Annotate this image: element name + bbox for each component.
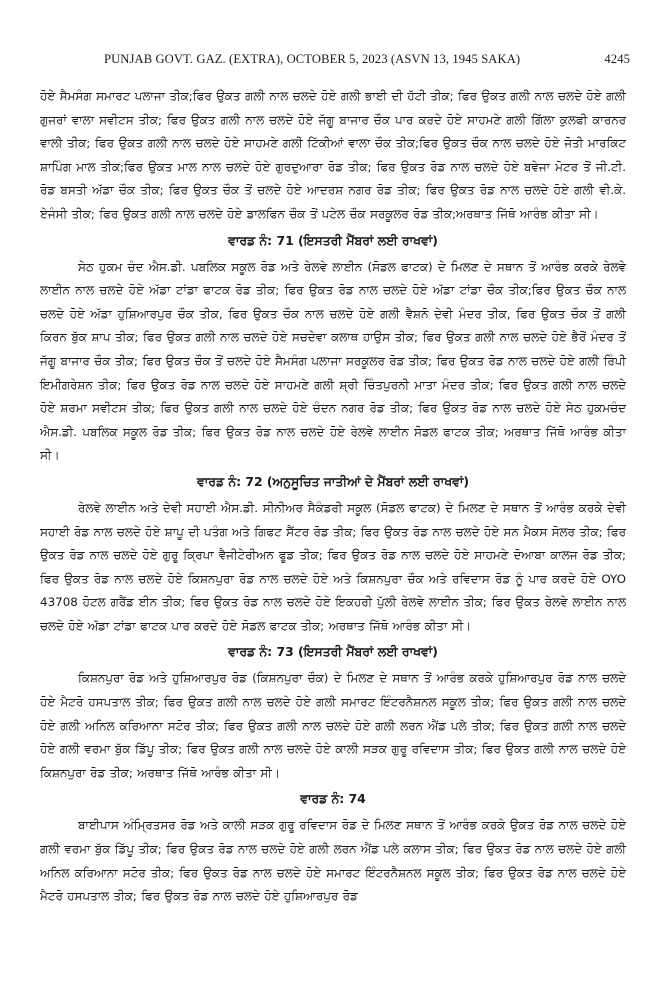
ward-71-boundary-text: ਸੇਠ ਹੁਕਮ ਚੰਦ ਐਸ.ਡੀ. ਪਬਲਿਕ ਸਕੂਲ ਰੋਡ ਅਤੇ ਰੇਲਵੇ ਲਾਈਨ (ਸੋਡਲ ਫਾਟਕ) ਦੇ ਮਿਲਣ ਦੇ ਸਥਾਨ ਤੋਂ ਆਰੰਭ ਕਰਕੇ ਰੇਲਵੇ ਲਾਈਨ ਨਾਲ ਚਲਦੇ ਹੋਏ ਅੱਡਾ ਟਾਂਡਾ ਫਾਟਕ ਰੋਡ ਤੀਕ; ਫਿਰ ਉਕਤ ਰੋਡ ਨਾਲ ਚਲਦੇ ਹੋਏ ਅੱਡਾ ਟਾਂਡਾ ਚੌਕ ਤੀਕ;ਫਿਰ ਉਕਤ ਚੌਕ ਨਾਲ ਚਲਦੇ ਹੋਏ ਅੱਡਾ ਹੁਸ਼ਿਆਰਪੁਰ ਚੌਕ ਤੀਕ, ਫਿਰ ਉਕਤ ਚੌਕ ਨਾਲ ਚਲਦੇ ਹੋਏ ਗਲੀ ਵੈਸ਼ਨੋ ਦੇਵੀ ਮੰਦਰ ਤੀਕ, ਫਿਰ ਉਕਤ ਚੌਕ ਤੋਂ ਗਲੀ ਕਿਰਨ ਬੁੱਕ ਸ਼ਾਪ ਤੀਕ; ਫਿਰ ਉਕਤ ਗਲੀ ਨਾਲ ਚਲਦੇ ਹੋਏ ਸਚਦੇਵਾ ਕਲਾਥ ਹਾਉਸ ਤੀਕ; ਫਿਰ ਉਕਤ ਗਲੀ ਨਾਲ ਚਲਦੇ ਹੋਏ ਭੈਰੋਂ ਮੰਦਰ ਤੋਂ ਜੱਗੂ ਬਾਜਾਰ ਚੌਕ ਤੀਕ; ਫਿਰ ਉਕਤ ਚੌਕ ਤੋਂ ਚਲਦੇ ਹੋਏ ਸੈਮਸੰਗ ਪਲਾਜਾ ਸਰਕੂਲਰ ਰੋਡ ਤੀਕ; ਫਿਰ ਉਕਤ ਰੋਡ ਨਾਲ ਚਲਦੇ ਹੋਏ ਗਲੀ ਰਿੰਪੀ ਇਮੀਗਰੇਸ਼ਨ ਤੀਕ; ਫਿਰ ਉਕਤ ਰੋਡ ਨਾਲ ਚਲਦੇ ਹੋਏ ਸਾਹਮਣੇ ਗਲੀ ਸ਼੍ਰੀ ਚਿੰਤਪੁਰਨੀ ਮਾਤਾ ਮੰਦਰ ਤੀਕ; ਫਿਰ ਉਕਤ ਗਲੀ ਨਾਲ ਚਲਦੇ ਹੋਏ ਸ਼ਰਮਾ ਸਵੀਟਸ ਤੀਕ; ਫਿਰ ਉਕਤ ਗਲੀ ਨਾਲ ਚਲਦੇ ਹੋਏ ਚੰਦਨ ਨਗਰ ਰੋਡ ਤੀਕ; ਫਿਰ ਉਕਤ ਰੋਡ ਨਾਲ ਚਲਦੇ ਹੋਏ ਸੇਠ ਹੁਕਮਚੰਦ ਐਸ.ਡੀ. ਪਬਲਿਕ ਸਕੂਲ ਰੋਡ ਤੀਕ; ਫਿਰ ਉਕਤ ਰੋਡ ਨਾਲ ਚਲਦੇ ਹੋਏ ਰੇਲਵੇ ਲਾਈਨ ਸੋਡਲ ਫਾਟਕ ਤੀਕ; ਅਰਥਾਤ ਜਿੱਥੋ ਆਰੰਭ ਕੀਤਾ ਸੀ। [40, 259, 626, 463]
ward-71-heading: ਵਾਰਡ ਨੰ: 71 (ਇਸਤਰੀ ਮੈਂਬਰਾਂ ਲਈ ਰਾਖਵਾਂ) [228, 232, 438, 248]
ward-73-heading: ਵਾਰਡ ਨੰ: 73 (ਇਸਤਰੀ ਮੈਂਬਰਾਂ ਲਈ ਰਾਖਵਾਂ) [228, 644, 438, 660]
ward-72-heading: ਵਾਰਡ ਨੰ: 72 (ਅਨੁਸੂਚਿਤ ਜਾਤੀਆਂ ਦੇ ਮੈਂਬਰਾਂ ਲਈ ਰਾਖਵਾਂ) [196, 473, 470, 489]
page-number: 4245 [604, 52, 630, 66]
document-body [40, 85, 626, 909]
ward-74-heading: ਵਾਰਡ ਨੰ: 74 [300, 791, 366, 807]
ward-72-boundary-text: ਰੇਲਵੇ ਲਾਈਨ ਅਤੇ ਦੇਵੀ ਸਹਾਈ ਐਸ.ਡੀ. ਸੀਨੀਅਰ ਸੈਕੰਡਰੀ ਸਕੂਲ (ਸੋਡਲ ਫਾਟਕ) ਦੇ ਮਿਲਣ ਦੇ ਸਥਾਨ ਤੋਂ ਆਰੰਭ ਕਰਕੇ ਦੇਵੀ ਸਹਾਈ ਰੋਡ ਨਾਲ ਚਲਦੇ ਹੋਏ ਸ਼ਾਪੂ ਦੀ ਪਤੰਗ ਅਤੇ ਗਿਫਟ ਸੈਂਟਰ ਰੋਡ ਤੀਕ; ਫਿਰ ਉਕਤ ਰੋਡ ਨਾਲ ਚਲਦੇ ਹੋਏ ਸਨ ਮੈਕਸ ਸੋਲਰ ਤੀਕ; ਫਿਰ ਉਕਤ ਰੋਡ ਨਾਲ ਚਲਦੇ ਹੋਏ ਗੁਰੂ ਕ੍ਰਿਪਾ ਵੈਜੀਟੇਰੀਅਨ ਫੂਡ ਤੀਕ; ਫਿਰ ਉਕਤ ਰੋਡ ਨਾਲ ਚਲਦੇ ਹੋਏ ਸਾਹਮਣੇ ਦੋਆਬਾ ਕਾਲਜ ਰੋਡ ਤੀਕ; ਫਿਰ ਉਕਤ ਰੋਡ ਨਾਲ ਚਲਦੇ ਹੋਏ ਕਿਸ਼ਨਪੁਰਾ ਰੋਡ ਨਾਲ ਚਲਦੇ ਹੋਏ ਅਤੇ ਕਿਸ਼ਨਪੁਰਾ ਚੌਕ ਅਤੇ ਰਵਿਦਾਸ ਰੋਡ ਨੂੰ ਪਾਰ ਕਰਦੇ ਹੋਏ OYO 43708 ਹੋਟਲ ਗਰੈਂਡ ਈਨ ਤੀਕ; ਫਿਰ ਉਕਤ ਰੋਡ ਨਾਲ ਚਲਦੇ ਹੋਏ ਇਕਹਰੀ ਪੁੱਲੀ ਰੇਲਵੇ ਲਾਈਨ ਤੀਕ; ਫਿਰ ਉਕਤ ਰੇਲਵੇ ਲਾਈਨ ਨਾਲ ਚਲਦੇ ਹੋਏ ਅੱਡਾ ਟਾਂਡਾ ਫਾਟਕ ਪਾਰ ਕਰਦੇ ਹੋਏ ਸੋਡਲ ਫਾਟਕ ਤੀਕ; ਅਰਥਾਤ ਜਿੱਥੋ ਆਰੰਭ ਕੀਤਾ ਸੀ। [40, 500, 626, 633]
ward-70-continuation-text: ਹੋਏ ਸੈਮਸੰਗ ਸਮਾਰਟ ਪਲਾਜਾ ਤੀਕ;ਫਿਰ ਉਕਤ ਗਲੀ ਨਾਲ ਚਲਦੇ ਹੋਏ ਗਲੀ ਭਾਈ ਦੀ ਹੱਟੀ ਤੀਕ; ਫਿਰ ਉਕਤ ਗਲੀ ਨਾਲ ਚਲਦੇ ਹੋਏ ਗਲੀ ਗੁਜਰਾਂ ਵਾਲਾ ਸਵੀਟਸ ਤੀਕ; ਫਿਰ ਉਕਤ ਗਲੀ ਨਾਲ ਚਲਦੇ ਹੋਏ ਜੱਗੂ ਬਾਜਾਰ ਚੌਕ ਪਾਰ ਕਰਦੇ ਹੋਏ ਸਾਹਮਣੇ ਗਲੀ ਗਿੱਲਾ ਕੁਲਫੀ ਕਾਰਨਰ ਵਾਲੀ ਤੀਕ; ਫਿਰ ਉਕਤ ਗਲੀ ਨਾਲ ਚਲਦੇ ਹੋਏ ਸਾਹਮਣੇ ਗਲੀ ਟਿੱਕੀਆਂ ਵਾਲਾ ਚੌਕ ਤੀਕ;ਫਿਰ ਉਕਤ ਚੌਕ ਨਾਲ ਚਲਦੇ ਹੋਏ ਜੋਤੀ ਮਾਰਕਿਟ ਸ਼ਾਪਿੰਗ ਮਾਲ ਤੀਕ;ਫਿਰ ਉਕਤ ਮਾਲ ਨਾਲ ਚਲਦੇ ਹੋਏ ਗੁਰਦੁਆਰਾ ਰੋਡ ਤੀਕ; ਫਿਰ ਉਕਤ ਰੋਡ ਨਾਲ ਚਲਦੇ ਹੋਏ ਬਵੇਜਾ ਮੋਟਰ ਤੋਂ ਜੀ.ਟੀ. ਰੋਡ ਬਸਤੀ ਅੱਡਾ ਚੌਕ ਤੀਕ; ਫਿਰ ਉਕਤ ਚੌਕ ਤੋਂ ਚਲਦੇ ਹੋਏ ਆਦਰਸ਼ ਨਗਰ ਰੋਡ ਤੀਕ; ਫਿਰ ਉਕਤ ਰੋਡ ਨਾਲ ਚਲਦੇ ਹੋਏ ਗਲੀ ਵੀ.ਕੇ. ਏਜੰਸੀ ਤੀਕ; ਫਿਰ ਉਕਤ ਗਲੀ ਨਾਲ ਚਲਦੇ ਹੋਏ ਡਾਲਫਿਨ ਚੌਕ ਤੋਂ ਪਟੇਲ ਚੌਕ ਸਰਕੂਲਰ ਰੋਡ ਤੀਕ;ਅਰਥਾਤ ਜਿੱਥੋ ਆਰੰਭ ਕੀਤਾ ਸੀ। [40, 89, 626, 221]
running-header [44, 52, 630, 72]
ward-74-boundary-text: ਬਾਈਪਾਸ ਅੰਮ੍ਰਿਤਸਰ ਰੋਡ ਅਤੇ ਕਾਲੀ ਸੜਕ ਗੁਰੂ ਰਵਿਦਾਸ ਰੋਡ ਦੇ ਮਿਲਣ ਸਥਾਨ ਤੋਂ ਆਰੰਭ ਕਰਕੇ ਉਕਤ ਰੋਡ ਨਾਲ ਚਲਦੇ ਹੋਏ ਗਲੀ ਵਰਮਾ ਬੁੱਕ ਡਿੱਪੂ ਤੀਕ; ਫਿਰ ਉਕਤ ਰੋਡ ਨਾਲ ਚਲਦੇ ਹੋਏ ਗਲੀ ਲਰਨ ਐਂਡ ਪਲੇ ਕਲਾਸ ਤੀਕ; ਫਿਰ ਉਕਤ ਰੋਡ ਨਾਲ ਚਲਦੇ ਹੋਏ ਗਲੀ ਅਨਿਲ ਕਰਿਆਨਾ ਸਟੋਰ ਤੀਕ; ਫਿਰ ਉਕਤ ਰੋਡ ਨਾਲ ਚਲਦੇ ਹੋਏ ਸਮਾਰਟ ਇੰਟਰਨੈਸ਼ਨਲ ਸਕੂਲ ਤੀਕ; ਫਿਰ ਉਕਤ ਰੋਡ ਨਾਲ ਚਲਦੇ ਹੋਏ ਮੈਟਰੋ ਹਸਪਤਾਲ ਤੀਕ; ਫਿਰ ਉਕਤ ਰੋਡ ਨਾਲ ਚਲਦੇ ਹੋਏ ਹੁਸ਼ਿਆਰਪੁਰ ਰੋਡ [40, 818, 626, 904]
ward-73-boundary-text: ਕਿਸ਼ਨਪੁਰਾ ਰੋਡ ਅਤੇ ਹੁਸ਼ਿਆਰਪੁਰ ਰੋਡ (ਕਿਸ਼ਨਪੁਰਾ ਚੌਕ) ਦੇ ਮਿਲਣ ਦੇ ਸਥਾਨ ਤੋਂ ਆਰੰਭ ਕਰਕੇ ਹੁਸ਼ਿਆਰਪੁਰ ਰੋਡ ਨਾਲ ਚਲਦੇ ਹੋਏ ਮੈਟਰੋ ਹਸਪਤਾਲ ਤੀਕ; ਫਿਰ ਉਕਤ ਗਲੀ ਨਾਲ ਚਲਦੇ ਹੋਏ ਗਲੀ ਸਮਾਰਟ ਇੰਟਰਨੈਸ਼ਨਲ ਸਕੂਲ ਤੀਕ; ਫਿਰ ਉਕਤ ਗਲੀ ਨਾਲ ਚਲਦੇ ਹੋਏ ਗਲੀ ਅਨਿਲ ਕਰਿਆਨਾ ਸਟੋਰ ਤੀਕ; ਫਿਰ ਉਕਤ ਗਲੀ ਨਾਲ ਚਲਦੇ ਹੋਏ ਗਲੀ ਲਰਨ ਐਂਡ ਪਲੇ ਤੀਕ; ਫਿਰ ਉਕਤ ਗਲੀ ਨਾਲ ਚਲਦੇ ਹੋਏ ਗਲੀ ਵਰਮਾ ਬੁੱਕ ਡਿੱਪੂ ਤੀਕ; ਫਿਰ ਉਕਤ ਗਲੀ ਨਾਲ ਚਲਦੇ ਹੋਏ ਕਾਲੀ ਸੜਕ ਗੁਰੂ ਰਵਿਦਾਸ ਤੀਕ; ਫਿਰ ਉਕਤ ਗਲੀ ਨਾਲ ਚਲਦੇ ਹੋਏ ਕਿਸ਼ਨਪੁਰਾ ਰੋਡ ਤੀਕ; ਅਰਥਾਤ ਜਿੱਥੋ ਆਰੰਭ ਕੀਤਾ ਸੀ। [40, 671, 626, 780]
gazette-title: PUNJAB GOVT. GAZ. (EXTRA), OCTOBER 5, 2023 (ASVN 13, 1945 SAKA) [104, 52, 521, 66]
